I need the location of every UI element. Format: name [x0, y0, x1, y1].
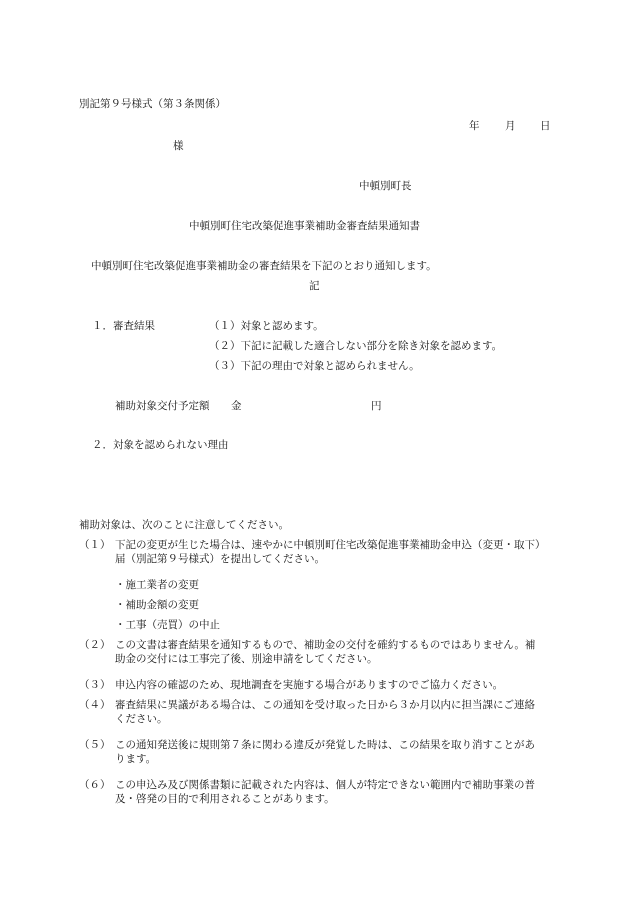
- result-option-2: （２）下記に記載した適合しない部分を除き対象を認めます。: [209, 340, 503, 352]
- result-option-3: （３）下記の理由で対象と認められません。: [209, 360, 420, 372]
- section1-label: １．審査結果: [92, 320, 155, 332]
- note-5-text: この通知発送後に規則第７条に関わる違反が発覚した時は、この結果を取り消すことがあります。: [115, 739, 535, 765]
- note-3-text: 申込内容の確認のため、現地調査を実施する場合がありますのでご協力ください。: [115, 679, 504, 691]
- note-3-number: （３）: [79, 679, 111, 691]
- note-1-sub-2: ・補助金額の変更: [115, 599, 199, 611]
- amount-label: 補助対象交付予定額: [115, 400, 210, 412]
- date-month: 月: [505, 120, 516, 132]
- date-year: 年: [469, 120, 480, 132]
- amount-yen: 円: [371, 400, 382, 412]
- addressee-honorific: 様: [173, 140, 184, 152]
- note-1-number: （１）: [79, 539, 111, 551]
- note-1-sub-3: ・工事（売買）の中止: [115, 619, 220, 631]
- note-1-sub-1: ・施工業者の変更: [115, 579, 199, 591]
- note-1-text: 下記の変更が生じた場合は、速やかに中頓別町住宅改築促進事業補助金申込（変更・取下）届（別記第９号様式）を提出してください。: [115, 539, 541, 565]
- result-option-1: （１）対象と認めます。: [209, 320, 324, 332]
- section2-label: ２．対象を認められない理由: [92, 439, 229, 451]
- ki-marker: 記: [309, 280, 320, 292]
- note-4-number: （４）: [79, 699, 111, 711]
- note-6-text: この申込み及び関係書類に記載された内容は、個人が特定できない範囲内で補助事業の普及・啓発の目的で利用されることがあります。: [115, 779, 535, 805]
- note-2-number: （２）: [79, 639, 111, 651]
- sender-name: 中頓別町長: [359, 180, 412, 192]
- note-5-number: （５）: [79, 739, 111, 751]
- notes-heading: 補助対象は、次のことに注意してください。: [79, 519, 289, 531]
- amount-kin: 金: [231, 400, 242, 412]
- note-2-text: この文書は審査結果を通知するもので、補助金の交付を確約するものではありません。補助金の交付には工事完了後、別途申請をしてください。: [115, 639, 536, 665]
- note-6-number: （６）: [79, 779, 111, 791]
- document-title: 中頓別町住宅改築促進事業補助金審査結果通知書: [189, 220, 420, 232]
- date-day: 日: [540, 120, 551, 132]
- form-number: 別記第９号様式（第３条関係）: [79, 98, 226, 110]
- note-4-text: 審査結果に異議がある場合は、この通知を受け取った日から３か月以内に担当課にご連絡ください。: [115, 699, 535, 725]
- intro-text: 中頓別町住宅改築促進事業補助金の審査結果を下記のとおり通知します。: [91, 260, 437, 272]
